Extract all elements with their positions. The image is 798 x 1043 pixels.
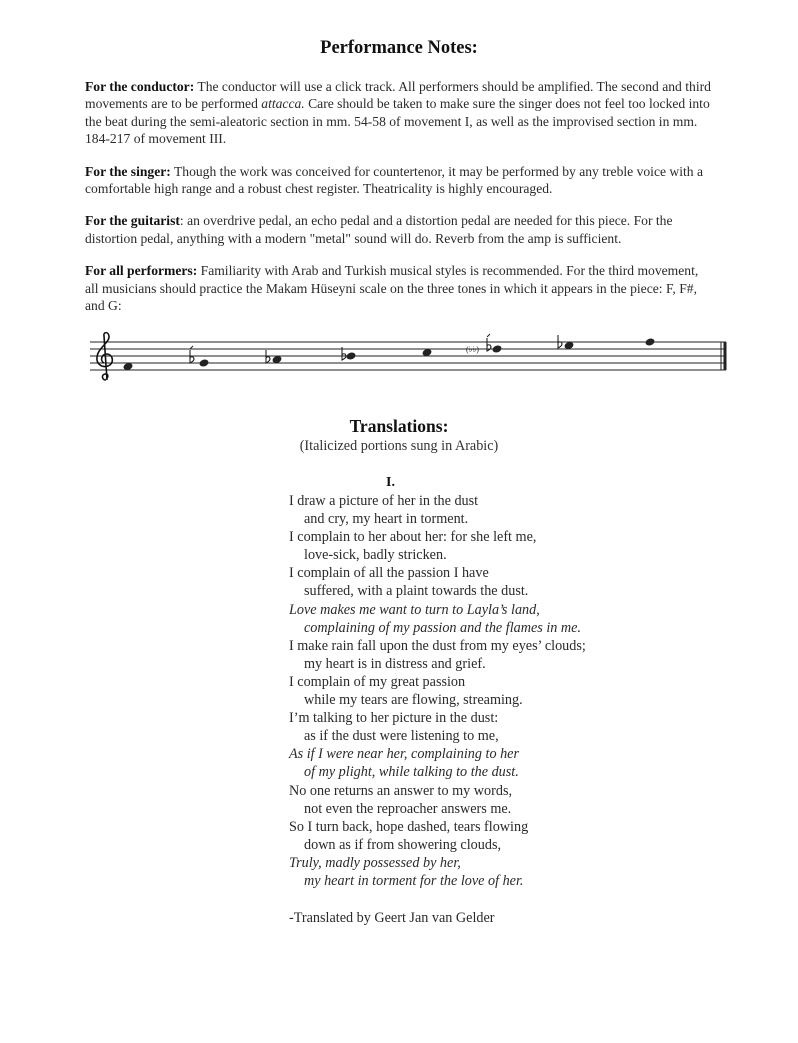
- singer-lead: For the singer:: [85, 163, 171, 179]
- poem-line: I draw a picture of her in the dust: [289, 493, 479, 509]
- poem: [289, 474, 649, 927]
- singer-note: [85, 163, 715, 198]
- guitarist-text: : an overdrive pedal, an echo pedal and a distortion pedal are needed for this piece. For the distortion pedal, anything with a modern "metal" sound will do. Reverb from the amp is sufficient.: [85, 213, 673, 246]
- all-performers-text: Familiarity with Arab and Turkish musical styles is recommended. For the third movement, all musicians should practice the Makam Hüseyni scale on the three tones in which it appears in the piece: F, F#, and G:: [85, 263, 699, 314]
- parenthesized-flats: (♭♭): [466, 345, 479, 354]
- singer-text: Though the work was conceived for countertenor, it may be performed by any treble voice with a comfortable high range and a robust chest register. Theatricality is highly encouraged.: [85, 163, 704, 197]
- poem-line: and cry, my heart in torment.: [304, 511, 469, 528]
- music-staff: [90, 330, 730, 390]
- poem-line: as if the dust were listening to me,: [304, 728, 499, 745]
- poem-line: I complain of all the passion I have: [289, 565, 489, 582]
- performance-notes: [85, 78, 715, 329]
- poem-line: So I turn back, hope dashed, tears flowing: [289, 818, 529, 835]
- conductor-lead: For the conductor:: [85, 79, 195, 94]
- poem-line: Truly, madly possessed by her,: [289, 854, 461, 871]
- translations-subtitle: (Italicized portions sung in Arabic): [299, 438, 499, 454]
- translation-credit: -Translated by Geert Jan van Gelder: [289, 910, 495, 927]
- section-number: I.: [386, 475, 395, 490]
- note-b-flat: [266, 350, 282, 364]
- poem-lines: [289, 492, 649, 890]
- conductor-text-1: The conductor will use a click track. All performers should be amplified. The second and third movements are to be performed: [85, 79, 711, 112]
- poem-line: As if I were near her, complaining to her: [289, 746, 519, 763]
- poem-line: I make rain fall upon the dust from my eyes’ clouds;: [289, 637, 586, 654]
- makam-huseyni-scale-staff: [90, 330, 730, 390]
- poem-line: Love makes me want to turn to Layla’s land,: [289, 601, 540, 618]
- poem-line: down as if from showering clouds,: [304, 836, 502, 853]
- poem-line: suffered, with a plaint towards the dust.: [304, 583, 529, 600]
- poem-line: my heart is in distress and grief.: [304, 655, 486, 672]
- poem-line: I’m talking to her picture in the dust:: [289, 710, 499, 727]
- poem-line: of my plight, while talking to the dust.: [304, 764, 519, 781]
- conductor-text-2: Care should be taken to make sure the singer does not feel too locked into the beat during the semi-aleatoric section in mm. 54-58 of movement I, as well as the improvised section in mm. 184-217 of movement III.: [85, 96, 710, 147]
- poem-line: No one returns an answer to my words,: [289, 782, 513, 799]
- conductor-italic: attacca.: [261, 96, 305, 112]
- all-performers-lead: For all performers:: [85, 263, 198, 279]
- poem-line: while my tears are flowing, streaming.: [304, 692, 523, 709]
- poem-line: I complain of my great passion: [289, 673, 466, 690]
- all-performers-note: [85, 262, 715, 314]
- poem-line: I complain to her about her: for she left me,: [289, 529, 537, 546]
- scale-notes: [123, 334, 656, 371]
- note-f-high-flat: [558, 335, 574, 350]
- poem-line: my heart in torment for the love of her.: [304, 872, 524, 889]
- poem-line: love-sick, badly stricken.: [304, 547, 447, 564]
- poem-line: not even the reproacher answers me.: [304, 800, 512, 817]
- note-g-high: [645, 337, 656, 346]
- guitarist-note: [85, 212, 715, 247]
- conductor-note: [85, 78, 715, 148]
- staff-lines: [90, 342, 726, 370]
- poem-line: complaining of my passion and the flames in me.: [304, 619, 582, 636]
- guitarist-lead: For the guitarist: [85, 213, 180, 229]
- note-e-half-flat: [466, 334, 502, 354]
- translations-title: Translations:: [349, 416, 449, 436]
- performance-notes-title: Performance Notes:: [320, 38, 478, 58]
